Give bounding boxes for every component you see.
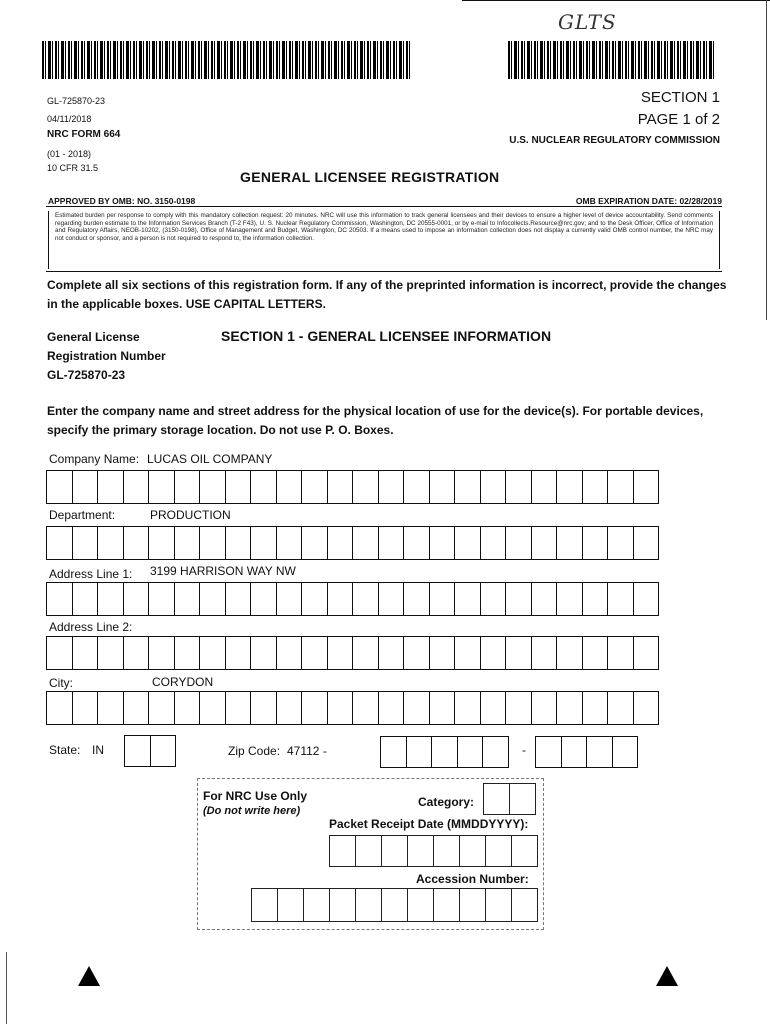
state-label: State: bbox=[49, 743, 81, 757]
company-name-input[interactable] bbox=[46, 470, 659, 504]
zip-extension-input[interactable] bbox=[535, 736, 638, 768]
omb-expiration: OMB EXPIRATION DATE: 02/28/2019 bbox=[575, 196, 722, 206]
cfr-reference: 10 CFR 31.5 bbox=[47, 163, 99, 173]
barcode-left bbox=[42, 41, 412, 79]
state-input[interactable] bbox=[124, 735, 176, 767]
form-name: NRC FORM 664 bbox=[47, 129, 121, 140]
barcode-right bbox=[508, 41, 716, 79]
burden-statement: Estimated burden per response to comply with this mandatory collection request: 20 minutes. NRC will use this information to track general licensees and their devices to ensure a higher level of device accountability. Send comments regarding burden estimate to the Information Services Branch (T-2 F43), U. S. Nuclear Regulatory Commission, Washington, DC 20555-0001, or by e-mail to Infocollects.Resource@nrc.gov; and to the Desk Officer, Office of Information and Regulatory Affairs, NEOB-10202, (3150-0198), Office of Management and Budget, Washington, DC 20503. If a means used to impose an information collection does not display a currently valid OMB control number, the NRC may not conduct or sponsor, and a person is not required to respond to, the information collection. bbox=[48, 211, 720, 269]
address-line-1-input[interactable] bbox=[46, 582, 659, 616]
registration-mark-right-icon bbox=[656, 966, 678, 986]
handwritten-note: GLTS bbox=[558, 10, 617, 34]
address-line-1-value: 3199 HARRISON WAY NW bbox=[150, 564, 296, 578]
address-line-1-label: Address Line 1: bbox=[49, 567, 133, 581]
address-line-2-label: Address Line 2: bbox=[49, 620, 133, 634]
category-label: Category: bbox=[418, 795, 475, 809]
left-edge-line bbox=[6, 952, 7, 1024]
registration-label-2: Registration Number bbox=[47, 349, 166, 363]
form-instructions: Complete all six sections of this registration form. If any of the preprinted information is incorrect, provide the changes in the applicable boxes. USE CAPITAL LETTERS. bbox=[47, 278, 727, 311]
top-edge-line bbox=[462, 0, 770, 1]
form-title: GENERAL LICENSEE REGISTRATION bbox=[240, 169, 500, 185]
location-instructions: Enter the company name and street address for the physical location of use for the device(s). For portable devices, specify the primary storage location. Do not use P. O. Boxes. bbox=[47, 404, 704, 437]
department-label: Department: bbox=[49, 508, 116, 522]
city-label: City: bbox=[49, 676, 73, 690]
zip-code-label: Zip Code: bbox=[228, 744, 281, 758]
zip-code-input[interactable] bbox=[380, 736, 509, 768]
zip-code-value: 47112 - bbox=[287, 744, 327, 758]
omb-rule bbox=[46, 206, 722, 207]
packet-receipt-date-label: Packet Receipt Date (MMDDYYYY): bbox=[329, 817, 529, 831]
zip-dash: - bbox=[522, 743, 526, 757]
city-value: CORYDON bbox=[152, 675, 214, 689]
section-number: SECTION 1 bbox=[640, 89, 720, 106]
company-name-value: LUCAS OIL COMPANY bbox=[147, 452, 273, 466]
accession-number-label: Accession Number: bbox=[416, 872, 529, 886]
address-line-2-input[interactable] bbox=[46, 636, 659, 670]
city-input[interactable] bbox=[46, 691, 659, 725]
state-value: IN bbox=[92, 743, 104, 757]
nrc-use-heading: For NRC Use Only bbox=[203, 789, 308, 803]
department-value: PRODUCTION bbox=[150, 508, 231, 522]
section-title: SECTION 1 - GENERAL LICENSEE INFORMATION bbox=[221, 328, 552, 344]
company-name-label: Company Name: bbox=[49, 452, 140, 466]
registration-mark-left-icon bbox=[78, 966, 100, 986]
burden-bottom-rule bbox=[46, 271, 722, 272]
registration-number: GL-725870-23 bbox=[47, 368, 126, 382]
category-input bbox=[483, 783, 536, 815]
form-date: 04/11/2018 bbox=[47, 114, 92, 124]
nrc-use-subheading: (Do not write here) bbox=[203, 805, 301, 817]
department-input[interactable] bbox=[46, 526, 659, 560]
page-number: PAGE 1 of 2 bbox=[637, 111, 720, 128]
registration-id-header: GL-725870-23 bbox=[47, 96, 106, 106]
agency-name: U.S. NUCLEAR REGULATORY COMMISSION bbox=[509, 135, 720, 146]
form-revision: (01 - 2018) bbox=[47, 149, 92, 159]
omb-approval: APPROVED BY OMB: NO. 3150-0198 bbox=[48, 196, 196, 206]
registration-label-1: General License bbox=[47, 330, 140, 344]
right-edge-line bbox=[766, 0, 767, 320]
accession-number-input bbox=[251, 888, 538, 922]
packet-receipt-date-input bbox=[329, 835, 538, 867]
